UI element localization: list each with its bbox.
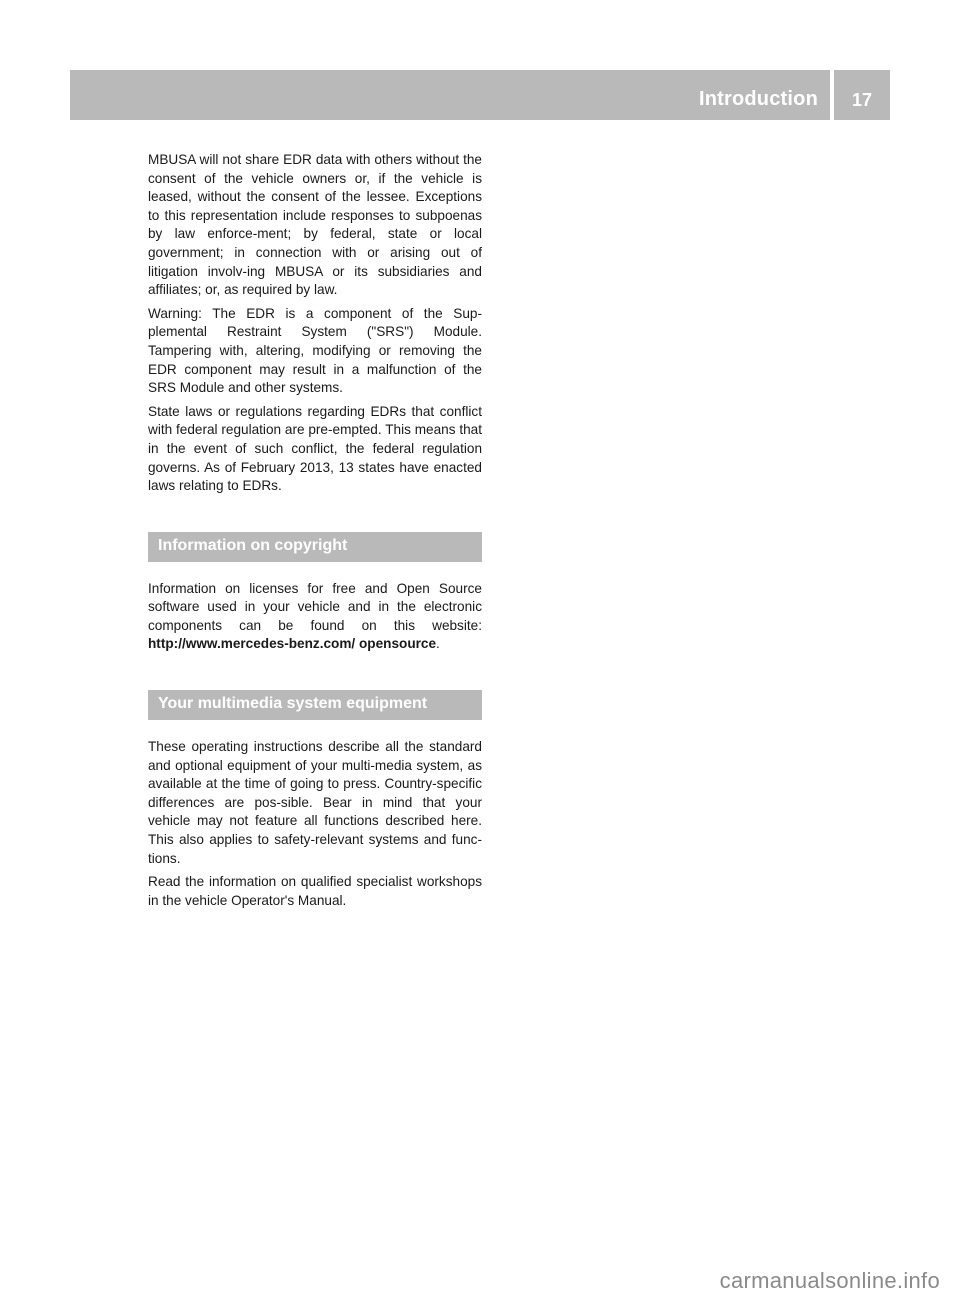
paragraph-edr-sharing: MBUSA will not share EDR data with others without the consent of the vehicle owners or, if the vehicle is leased, without the consent of the lessee. Exceptions to this representation include responses to subpoenas by law enforce-ment; by federal, state or local government; in connection with or arising out of litigation involv-ing MBUSA or its subsidiaries and affiliates; or, as required by law. <box>148 152 482 298</box>
section-heading-copyright <box>148 532 482 562</box>
paragraph-equipment: These operating instructions describe all the standard and optional equipment of your multi-media system, as available at the time of going to press. Country-specific differences are pos-sible. Bear in mind that your vehicle may not feature all functions described here. This also applies to safety-relevant systems and func-tions. <box>148 739 482 866</box>
section-spacer <box>148 659 482 690</box>
copyright-period: . <box>436 636 440 652</box>
page-number: 17 <box>851 90 873 110</box>
opensource-link[interactable]: http://www.mercedes-benz.com/ opensource <box>148 636 437 652</box>
page-header-bar <box>70 70 830 120</box>
paragraph-copyright <box>148 580 482 654</box>
copyright-text: Information on licenses for free and Open Source software used in your vehicle and in the electronic components can be found on this website: <box>148 580 482 633</box>
paragraph-state-laws: State laws or regulations regarding EDRs that conflict with federal regulation are pre-empted. This means that in the event of such conflict, the federal regulation governs. As of February 2013, 13 states have enacted laws relating to EDRs. <box>148 403 482 494</box>
section-spacer <box>148 501 482 532</box>
section-title-copyright: Information on copyright <box>158 536 348 554</box>
section-title-equipment: Your multimedia system equipment <box>158 695 428 713</box>
section-heading-equipment <box>148 690 482 720</box>
paragraph-workshops: Read the information on qualified specialist workshops in the vehicle Operator's Manual. <box>148 874 482 908</box>
site-watermark: carmanualsonline.info <box>719 1268 940 1293</box>
chapter-title: Introduction <box>698 88 818 110</box>
text-column <box>148 151 482 915</box>
page-number-box <box>834 70 890 120</box>
paragraph-edr-warning: Warning: The EDR is a component of the Sup-plemental Restraint System ("SRS") Module. Tampering with, altering, modifying or removing the EDR component may result in a malfunction of the SRS Module and other systems. <box>148 305 482 396</box>
